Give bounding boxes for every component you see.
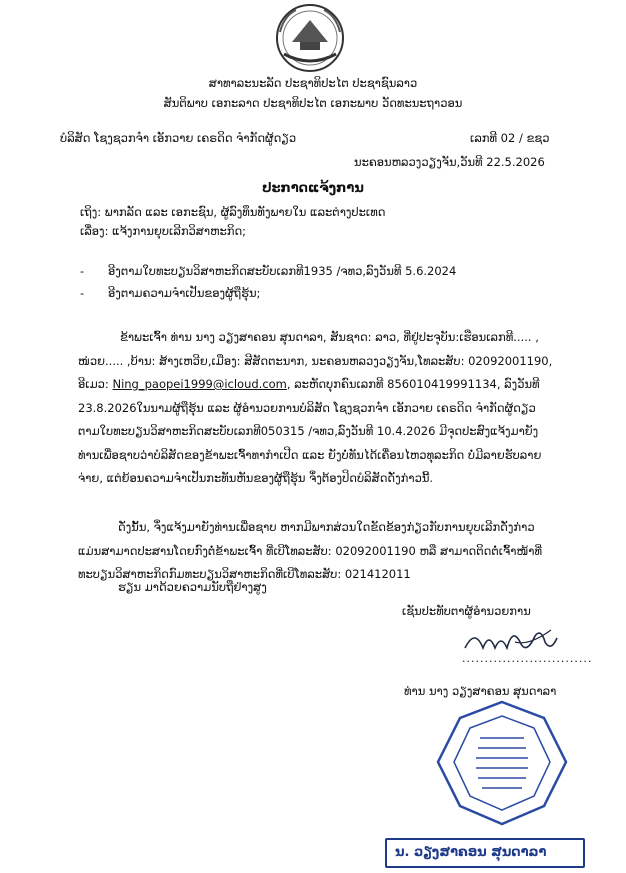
recipient-line: ເຖິງ: ພາກລັດ ແລະ ເອກະຊົນ, ຜູ້ລົງທຶນທັງພາຍໃນ ແລະຕ່າງປະເທດ — [80, 205, 386, 219]
body-line: ຕາມໃບທະບຽນວິສາຫະກິດສະບັບເລກທີ050315 /ຈທວ,ລົງວັນທີ 10.4.2026 ມີຈຸດປະສົງແຈ້ງມາຍັງ — [78, 424, 539, 438]
email-prefix: ອີເມວ: — [78, 377, 113, 391]
name-stamp-text: ນ. ວຽງສາຄອນ ສຸນດາລາ — [395, 845, 547, 860]
document-title: ປະກາດແຈ້ງການ — [262, 181, 364, 196]
bullet-marker: - — [80, 286, 85, 300]
body-line: ແມ່ນສາມາດປະສານໂດຍກົງຕໍ່ຂ້າພະເຈົ້າ ທີ່ເບີໂທລະສັບ: 02092001190 ຫລື ສາມາດຕິດຕໍ່ເຈົ້າໜ້າທີ່ — [78, 543, 543, 558]
body-line: ດັ່ງນັ້ນ, ຈຶ່ງແຈ້ງມາຍັງທ່ານເພື່ອຊາບ ຫາກມີພາກສ່ວນໃດຂັດຂ້ອງກ່ຽວກັບການຍຸບເລີກດັ່ງກ່າວ — [118, 520, 535, 534]
body-line: ທະບຽນວິສາຫະກິດກົມທະບຽນວິສາຫະກິດທີ່ເບີໂທລະສັບ: 021412011 — [78, 567, 411, 581]
subject-line: ເລື່ອງ: ແຈ້ງການຍຸບເລີກວິສາຫະກິດ; — [80, 224, 247, 238]
reference-text: ອີງຕາມໃບທະບຽນວິສາຫະກິດສະບັບເລກທີ1935 /ຈທວ,ລົງວັນທີ 5.6.2024 — [108, 264, 457, 278]
email-suffix: , ລະຫັດບຸກຄົນເລກທີ 856010419991134, ລົງວັນທີ — [286, 377, 540, 391]
signature-dotted-line: ............................. — [462, 652, 593, 665]
email-line — [78, 373, 590, 397]
body-line: 23.8.2026ໃນນາມຜູ້ຖືຮຸ້ນ ແລະ ຜູ້ອໍານວຍການບໍລິສັດ ໂຊງຊວກຈ໋າ ເອັກວາຍ ເຄຣດິດ ຈໍາກັດຜູ້ດຽວ — [78, 400, 536, 415]
company-name: ບໍລິສັດ ໂຊງຊວກຈ໋າ ເອັກວາຍ ເຄຣດິດ ຈໍາກັດຜູ້ດຽວ — [60, 131, 297, 145]
body-paragraph — [78, 326, 590, 491]
company-seal-stamp — [432, 698, 572, 828]
email-link[interactable]: Ning_paopei1999@icloud.com — [112, 377, 287, 391]
body-line: ທ່ານເພື່ອຊາບວ່າບໍລິສັດຂອງຂ້າພະເຈົ້າທາກໍາເປີດ ແລະ ຍັງບໍ່ທັນໄດ້ເຄື່ອນໄຫວທຸລະກິດ ບໍ່ມີລາຍຮັບລາຍ — [78, 447, 542, 462]
national-emblem-image — [270, 2, 350, 74]
country-header: ສາທາລະນະລັດ ປະຊາທິປະໄຕ ປະຊາຊົນລາວ — [208, 76, 418, 90]
motto-header: ສັນຕິພາບ ເອກະລາດ ປະຊາທິປະໄຕ ເອກະພາບ ວັດທະນະຖາວອນ — [163, 96, 463, 110]
signatory-name: ທ່ານ ນາງ ວຽງສາຄອນ ສຸນດາລາ — [404, 684, 557, 698]
bullet-marker: - — [80, 264, 85, 278]
reference-item — [80, 286, 260, 300]
second-paragraph — [78, 516, 598, 587]
body-line: ໜ່ວຍ..... ,ບ້ານ: ສ້າງເຫວີຍ,ເມືອງ: ສີສັດຕະນາກ, ນະຄອນຫລວງວຽງຈັນ,ໂທລະສັບ: 02092001190, — [78, 353, 553, 368]
reference-item — [80, 264, 456, 278]
date-line: ນະຄອນຫລວງວຽງຈັນ,ວັນທີ 22.5.2026 — [354, 155, 545, 169]
signature-heading: ເຊັນປະທັບຕາຜູ້ອໍານວຍການ — [402, 604, 531, 618]
closing-line: ຮຽນ ມາດ້ວຍຄວາມນັບຖືຢ່າງສູງ — [118, 580, 267, 594]
body-line: ຂ້າພະເຈົ້າ ທ່ານ ນາງ ວຽງສາຄອນ ສຸນດາລາ, ສັນຊາດ: ລາວ, ທີ່ຢູ່ປະຈຸບັນ:ເຮືອນເລກທີ..... , — [120, 330, 539, 344]
body-line: ຈ່າຍ, ແຕ່ຍ້ອນຄວາມຈໍາເປັນກະທັນຫັນຂອງຜູ້ຖືຮຸ້ນ ຈຶ່ງຕ້ອງປິດບໍລິສັດດັ່ງກ່າວນີ້. — [78, 471, 434, 485]
reference-text: ອີງຕາມຄວາມຈໍາເປັນຂອງຜູ້ຖືຮຸ້ນ; — [108, 286, 261, 300]
reference-number: ເລກທີ 02 / ຂຊວ — [470, 131, 550, 145]
